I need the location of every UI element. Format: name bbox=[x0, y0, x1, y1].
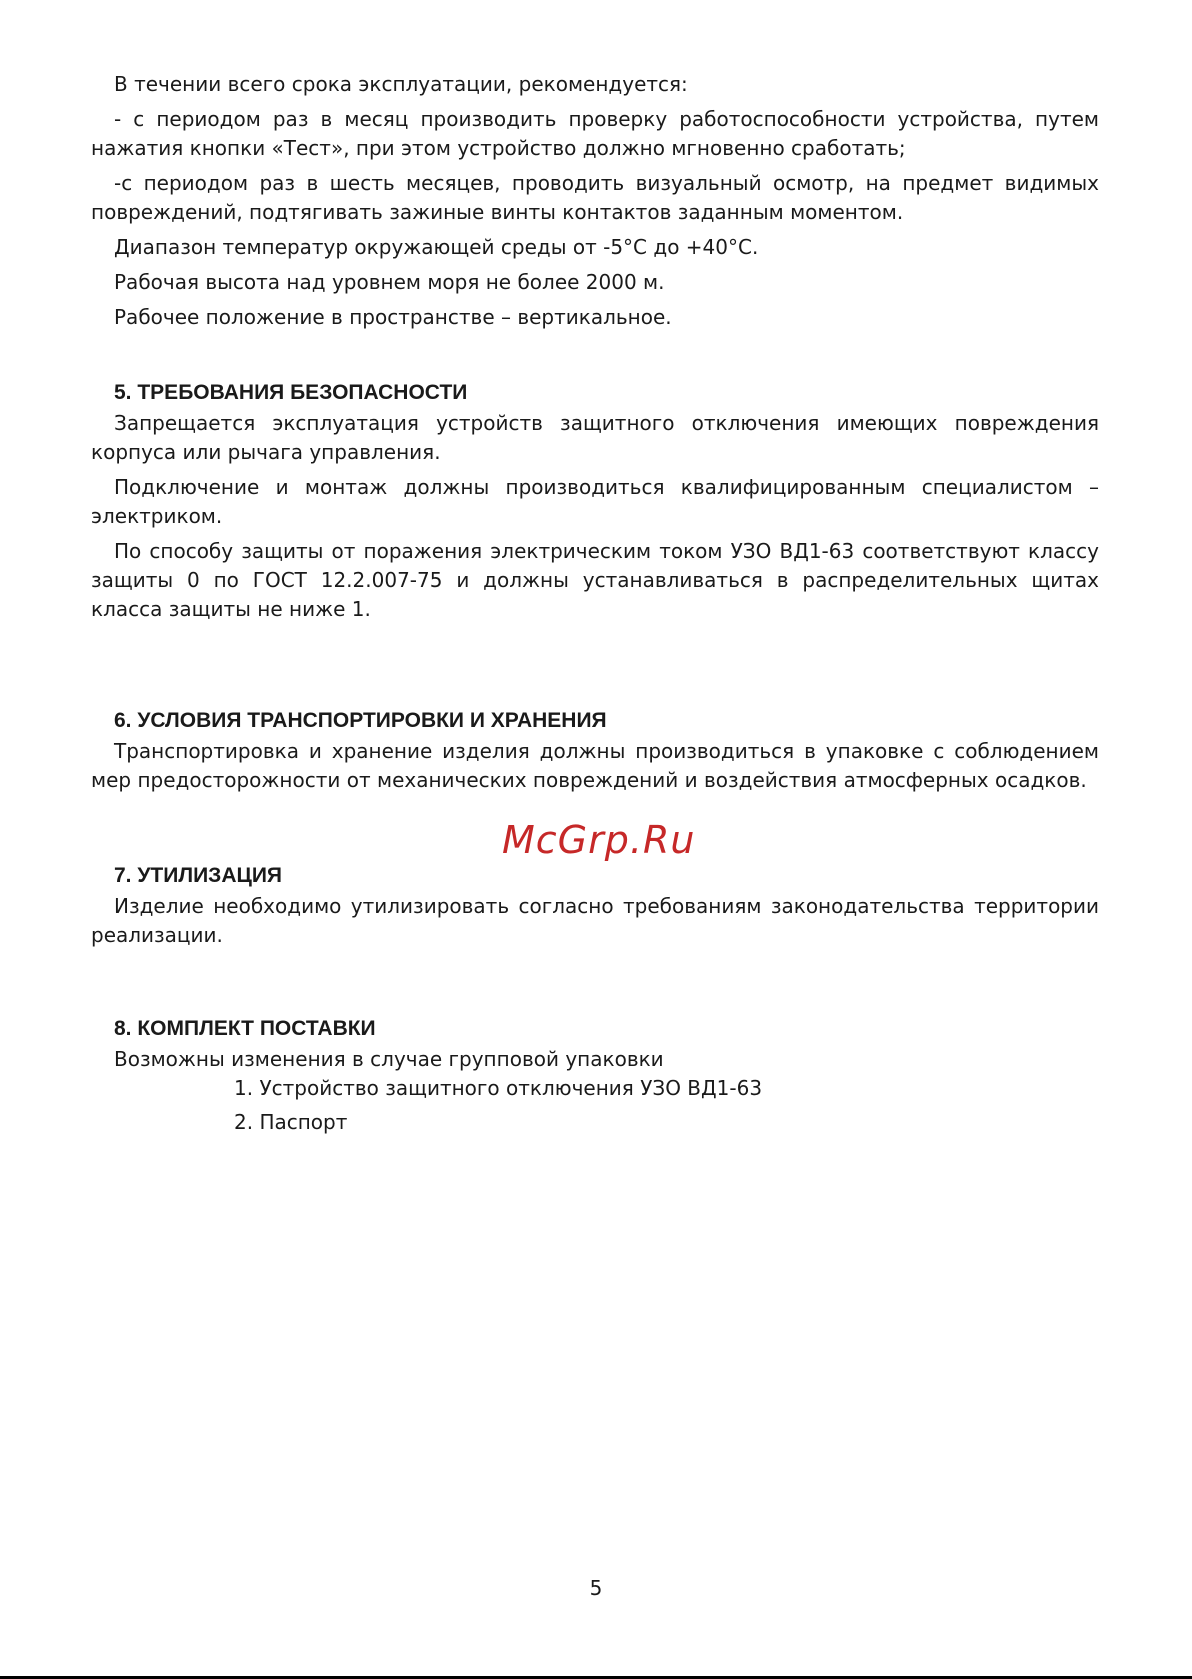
supply-list bbox=[91, 1074, 1099, 1137]
paragraph: Транспортировка и хранение изделия должны производиться в упаковке с соблюдением мер предосторожности от механических повреждений и воздействия атмосферных осадков. bbox=[91, 739, 1099, 792]
paragraph: -с периодом раз в шесть месяцев, проводить визуальный осмотр, на предмет видимых повреждений, подтягивать зажиные винты контактов заданным моментом. bbox=[91, 171, 1099, 224]
section-6-title: 6. УСЛОВИЯ ТРАНСПОРТИРОВКИ И ХРАНЕНИЯ bbox=[114, 709, 607, 732]
paragraph: Рабочее положение в пространстве – вертикальное. bbox=[114, 305, 672, 329]
paragraph: Подключение и монтаж должны производиться квалифицированным специалистом – электриком. bbox=[91, 475, 1099, 528]
section-8-title: 8. КОМПЛЕКТ ПОСТАВКИ bbox=[114, 1017, 376, 1040]
paragraph: Запрещается эксплуатация устройств защитного отключения имеющих повреждения корпуса или рычага управления. bbox=[91, 411, 1099, 464]
paragraph: По способу защиты от поражения электрическим током УЗО ВД1-63 соответствуют классу защиты 0 по ГОСТ 12.2.007-75 и должны устанавливаться в распределительных щитах класса защиты не ниже 1. bbox=[91, 539, 1099, 621]
list-item: 1. Устройство защитного отключения УЗО ВД1-63 bbox=[234, 1076, 763, 1100]
document-body bbox=[91, 70, 1099, 1142]
paragraph: Возможны изменения в случае групповой упаковки bbox=[114, 1047, 664, 1071]
paragraph: Изделие необходимо утилизировать согласно требованиям законодательства территории реализации. bbox=[91, 894, 1099, 947]
watermark: McGrp.Ru bbox=[502, 818, 696, 862]
section-5-title: 5. ТРЕБОВАНИЯ БЕЗОПАСНОСТИ bbox=[114, 381, 468, 404]
paragraph: В течении всего срока эксплуатации, рекомендуется: bbox=[114, 72, 688, 96]
paragraph: Диапазон температур окружающей среды от -5°С до +40°С. bbox=[114, 235, 759, 259]
paragraph: Рабочая высота над уровнем моря не более 2000 м. bbox=[114, 270, 665, 294]
paragraph: - с периодом раз в месяц производить проверку работоспособности устройства, путем нажатия кнопки «Тест», при этом устройство должно мгновенно сработать; bbox=[91, 107, 1099, 160]
list-item: 2. Паспорт bbox=[234, 1110, 348, 1134]
section-7-title: 7. УТИЛИЗАЦИЯ bbox=[114, 864, 283, 887]
page-number: 5 bbox=[589, 1576, 603, 1600]
